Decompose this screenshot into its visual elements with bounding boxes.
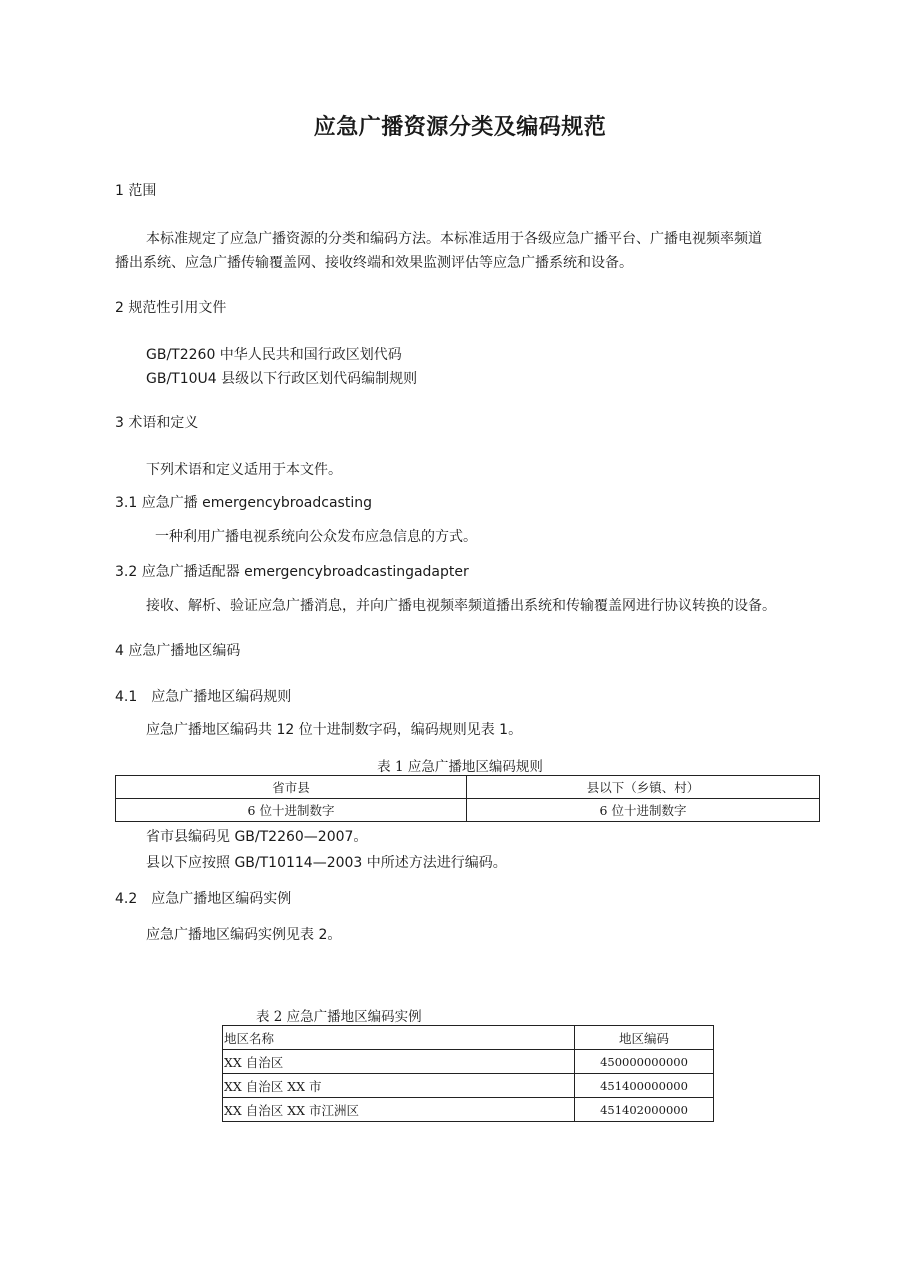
table-2-header-cell: 地区编码 [575,1026,714,1050]
table-2-cell: 450000000000 [575,1050,714,1074]
table-2-cell: XX 自治区 XX 市 [223,1074,575,1098]
table-2-row [223,1098,714,1122]
table-2-cell: XX 自治区 [223,1050,575,1074]
table-2-row [223,1074,714,1098]
table-2-cell: 451402000000 [575,1098,714,1122]
reference-gb-t10114: GB/T10U4 县级以下行政区划代码编制规则 [146,371,418,387]
section-1-paragraph-line-1: 本标准规定了应急广播资源的分类和编码方法。本标准适用于各级应急广播平台、广播电视频率频道 [146,231,762,247]
section-4-1-note-1: 省市县编码见 GB/T2260—2007。 [146,829,368,845]
section-2-heading: 2 规范性引用文件 [115,300,227,316]
table-1-cell: 6 位十进制数字 [467,799,820,822]
section-4-1-note-2: 县以下应按照 GB/T10114—2003 中所述方法进行编码。 [146,855,507,871]
table-1-header-cell: 县以下（乡镇、村） [467,776,820,799]
table-2-cell: XX 自治区 XX 市江洲区 [223,1098,575,1122]
table-2-caption: 表 2 应急广播地区编码实例 [256,1009,422,1025]
section-4-2-heading: 4.2 应急广播地区编码实例 [115,891,292,907]
section-4-1-paragraph: 应急广播地区编码共 12 位十进制数字码，编码规则见表 1。 [146,722,523,738]
table-1-cell: 6 位十进制数字 [116,799,467,822]
table-2 [222,1025,714,1122]
table-2-header-row [223,1026,714,1050]
section-3-intro: 下列术语和定义适用于本文件。 [146,462,342,478]
table-2-cell: 451400000000 [575,1074,714,1098]
term-3-1-heading: 3.1 应急广播 emergencybroadcasting [115,495,372,511]
table-1-header-row [116,776,820,799]
section-1-heading: 1 范围 [115,183,157,199]
section-4-2-paragraph: 应急广播地区编码实例见表 2。 [146,927,342,943]
term-3-2-heading: 3.2 应急广播适配器 emergencybroadcastingadapter [115,564,469,580]
table-1-row [116,799,820,822]
term-3-1-definition: 一种利用广播电视系统向公众发布应急信息的方式。 [155,529,477,545]
table-1-header-cell: 省市县 [116,776,467,799]
table-1 [115,775,820,822]
table-1-caption: 表 1 应急广播地区编码规则 [377,759,543,775]
table-2-header-cell: 地区名称 [223,1026,575,1050]
term-3-2-definition: 接收、解析、验证应急广播消息，并向广播电视频率频道播出系统和传输覆盖网进行协议转换的设备。 [146,598,776,614]
section-4-1-heading: 4.1 应急广播地区编码规则 [115,689,292,705]
document-title: 应急广播资源分类及编码规范 [313,115,607,140]
section-1-paragraph-line-2: 播出系统、应急广播传输覆盖网、接收终端和效果监测评估等应急广播系统和设备。 [115,255,633,271]
reference-gb-t2260: GB/T2260 中华人民共和国行政区划代码 [146,347,402,363]
section-3-heading: 3 术语和定义 [115,415,199,431]
section-4-heading: 4 应急广播地区编码 [115,643,241,659]
table-2-row [223,1050,714,1074]
